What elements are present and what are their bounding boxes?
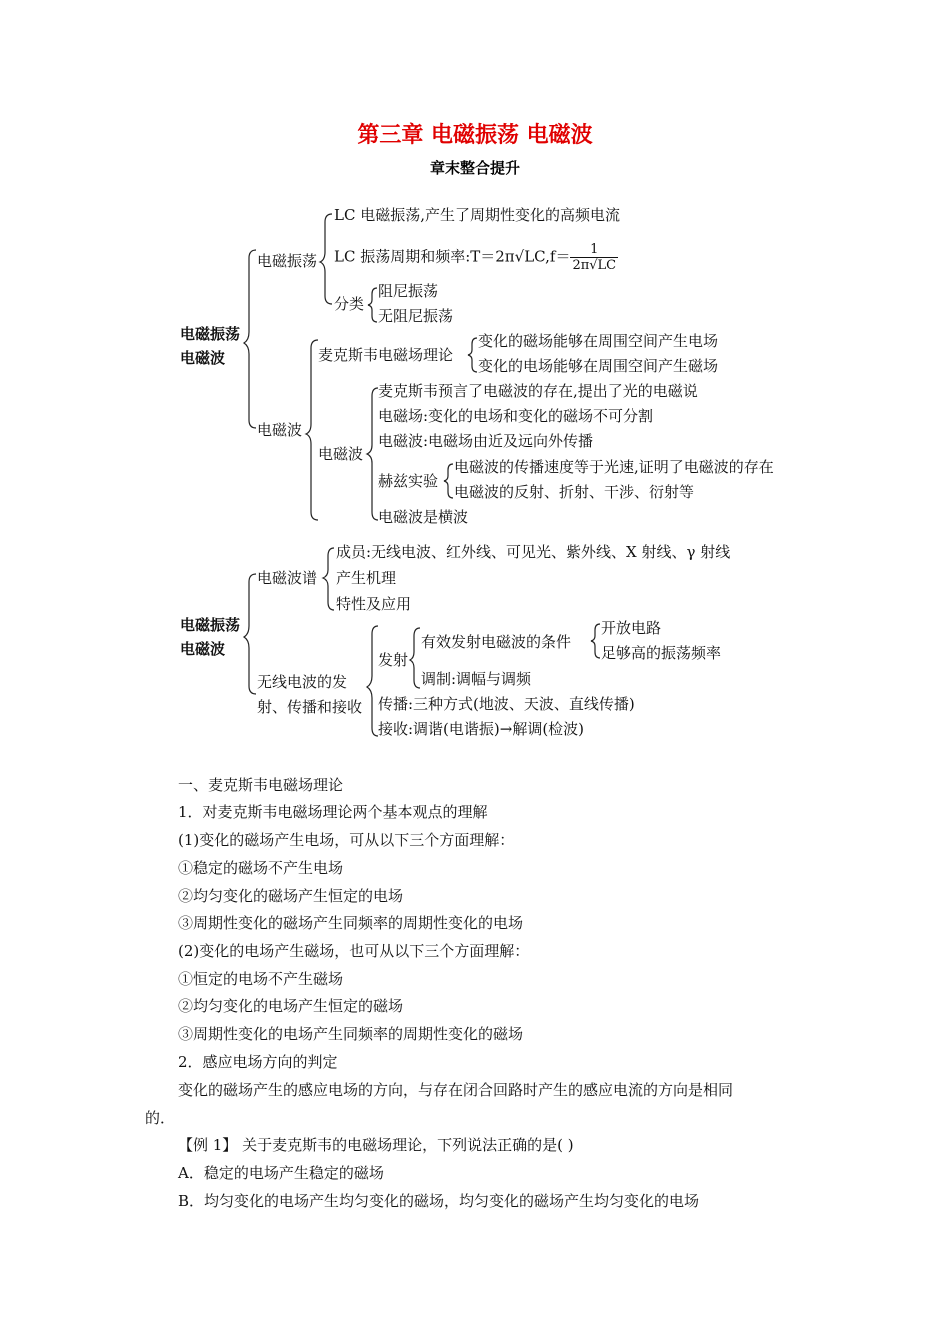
spectrum-item-2: 产生机理	[336, 569, 397, 587]
section-subtitle: 章末整合提升	[429, 159, 520, 177]
brace-root-2	[244, 574, 256, 694]
node-spectrum: 电磁波谱	[257, 569, 318, 587]
wave-item-3: 电磁波:电磁场由近及远向外传播	[378, 432, 594, 450]
node-wave: 电磁波	[257, 421, 303, 439]
map2-root-line1: 电磁振荡	[180, 616, 241, 634]
freq-denominator: 2π√LC	[572, 258, 617, 273]
emit-item-2: 调制:调幅与调频	[421, 670, 532, 688]
brace-emit	[410, 628, 420, 688]
brace-types	[368, 288, 377, 322]
section-heading: 一、麦克斯韦电磁场理论	[178, 776, 344, 794]
node-maxwell: 麦克斯韦电磁场理论	[318, 346, 454, 364]
spectrum-item-1: 成员:无线电波、红外线、可见光、紫外线、X 射线、γ 射线	[336, 543, 731, 561]
wave-item-5: 电磁波是横波	[378, 508, 469, 526]
body-line-5: ②均匀变化的磁场产生恒定的电场	[178, 887, 404, 905]
option-b: B．均匀变化的电场产生均匀变化的磁场，均匀变化的磁场产生均匀变化的电场	[178, 1192, 700, 1210]
cond-item-1: 开放电路	[601, 619, 662, 637]
freq-numerator: 1	[570, 242, 618, 258]
osc-item-1: LC 电磁振荡,产生了周期性变化的高频电流	[334, 206, 620, 224]
example-question: 【例 1】 关于麦克斯韦的电磁场理论，下列说法正确的是( )	[178, 1136, 574, 1154]
body-line-3: (1)变化的磁场产生电场，可从以下三个方面理解：	[178, 831, 515, 849]
body-line-4: ①稳定的磁场不产生电场	[178, 859, 344, 877]
node-emit: 发射	[378, 651, 409, 669]
body-line-8: ①恒定的电场不产生磁场	[178, 970, 344, 988]
brace-osc	[320, 214, 332, 304]
spectrum-item-3: 特性及应用	[336, 595, 412, 613]
node-radio-line2: 射、传播和接收	[257, 698, 363, 716]
brace-wave-sub	[367, 388, 378, 520]
subheading-1: 1．对麦克斯韦电磁场理论两个基本观点的理解	[178, 803, 488, 821]
body-line-9: ②均匀变化的电场产生恒定的磁场	[178, 997, 404, 1015]
osc-item-2	[334, 242, 618, 273]
node-osc: 电磁振荡	[257, 252, 318, 270]
wave-item-1: 麦克斯韦预言了电磁波的存在,提出了光的电磁说	[378, 382, 698, 400]
body-line-13: 的．	[145, 1109, 176, 1127]
body-line-12: 变化的磁场产生的感应电场的方向，与存在闭合回路时产生的感应电流的方向是相同	[178, 1081, 734, 1099]
emit-item-1: 有效发射电磁波的条件	[421, 633, 572, 651]
map2-root-line2: 电磁波	[180, 640, 226, 658]
brace-radio	[367, 626, 378, 736]
brace-hertz	[444, 464, 453, 498]
node-wave-sub: 电磁波	[318, 445, 364, 463]
osc-item-3: 分类	[334, 295, 365, 313]
brace-wave	[306, 340, 318, 520]
hertz-item-2: 电磁波的反射、折射、干涉、衍射等	[454, 483, 695, 501]
body-line-10: ③周期性变化的电场产生同频率的周期性变化的磁场	[178, 1025, 524, 1043]
type-damped: 阻尼振荡	[378, 282, 439, 300]
body-line-6: ③周期性变化的磁场产生同频率的周期性变化的电场	[178, 914, 524, 932]
wave-item-hertz: 赫兹实验	[378, 472, 439, 490]
brace-spectrum	[323, 548, 334, 610]
brace-cond	[591, 624, 600, 658]
node-prop: 传播:三种方式(地波、天波、直线传播)	[378, 695, 635, 713]
node-radio-line1: 无线电波的发	[257, 673, 348, 691]
option-a: A．稳定的电场产生稳定的磁场	[178, 1164, 384, 1182]
maxwell-item-2: 变化的电场能够在周围空间产生磁场	[478, 357, 719, 375]
wave-item-2: 电磁场:变化的电场和变化的磁场不可分割	[378, 407, 654, 425]
chapter-title: 第三章 电磁振荡 电磁波	[357, 123, 593, 148]
hertz-item-1: 电磁波的传播速度等于光速,证明了电磁波的存在	[454, 458, 774, 476]
brace-root-1	[244, 250, 256, 428]
cond-item-2: 足够高的振荡频率	[601, 644, 722, 662]
map1-root-line1: 电磁振荡	[180, 325, 241, 343]
subheading-2: 2．感应电场方向的判定	[178, 1053, 338, 1071]
type-undamped: 无阻尼振荡	[378, 307, 454, 325]
osc-item-2-text: LC 振荡周期和频率:T＝2π√LC,f＝	[334, 247, 571, 266]
node-recv: 接收:调谐(电谐振)→解调(检波)	[378, 720, 585, 738]
maxwell-item-1: 变化的磁场能够在周围空间产生电场	[478, 332, 719, 350]
map1-root-line2: 电磁波	[180, 349, 226, 367]
freq-fraction	[570, 242, 618, 273]
body-line-7: (2)变化的电场产生磁场，也可从以下三个方面理解：	[178, 942, 530, 960]
brace-maxwell	[468, 338, 477, 372]
